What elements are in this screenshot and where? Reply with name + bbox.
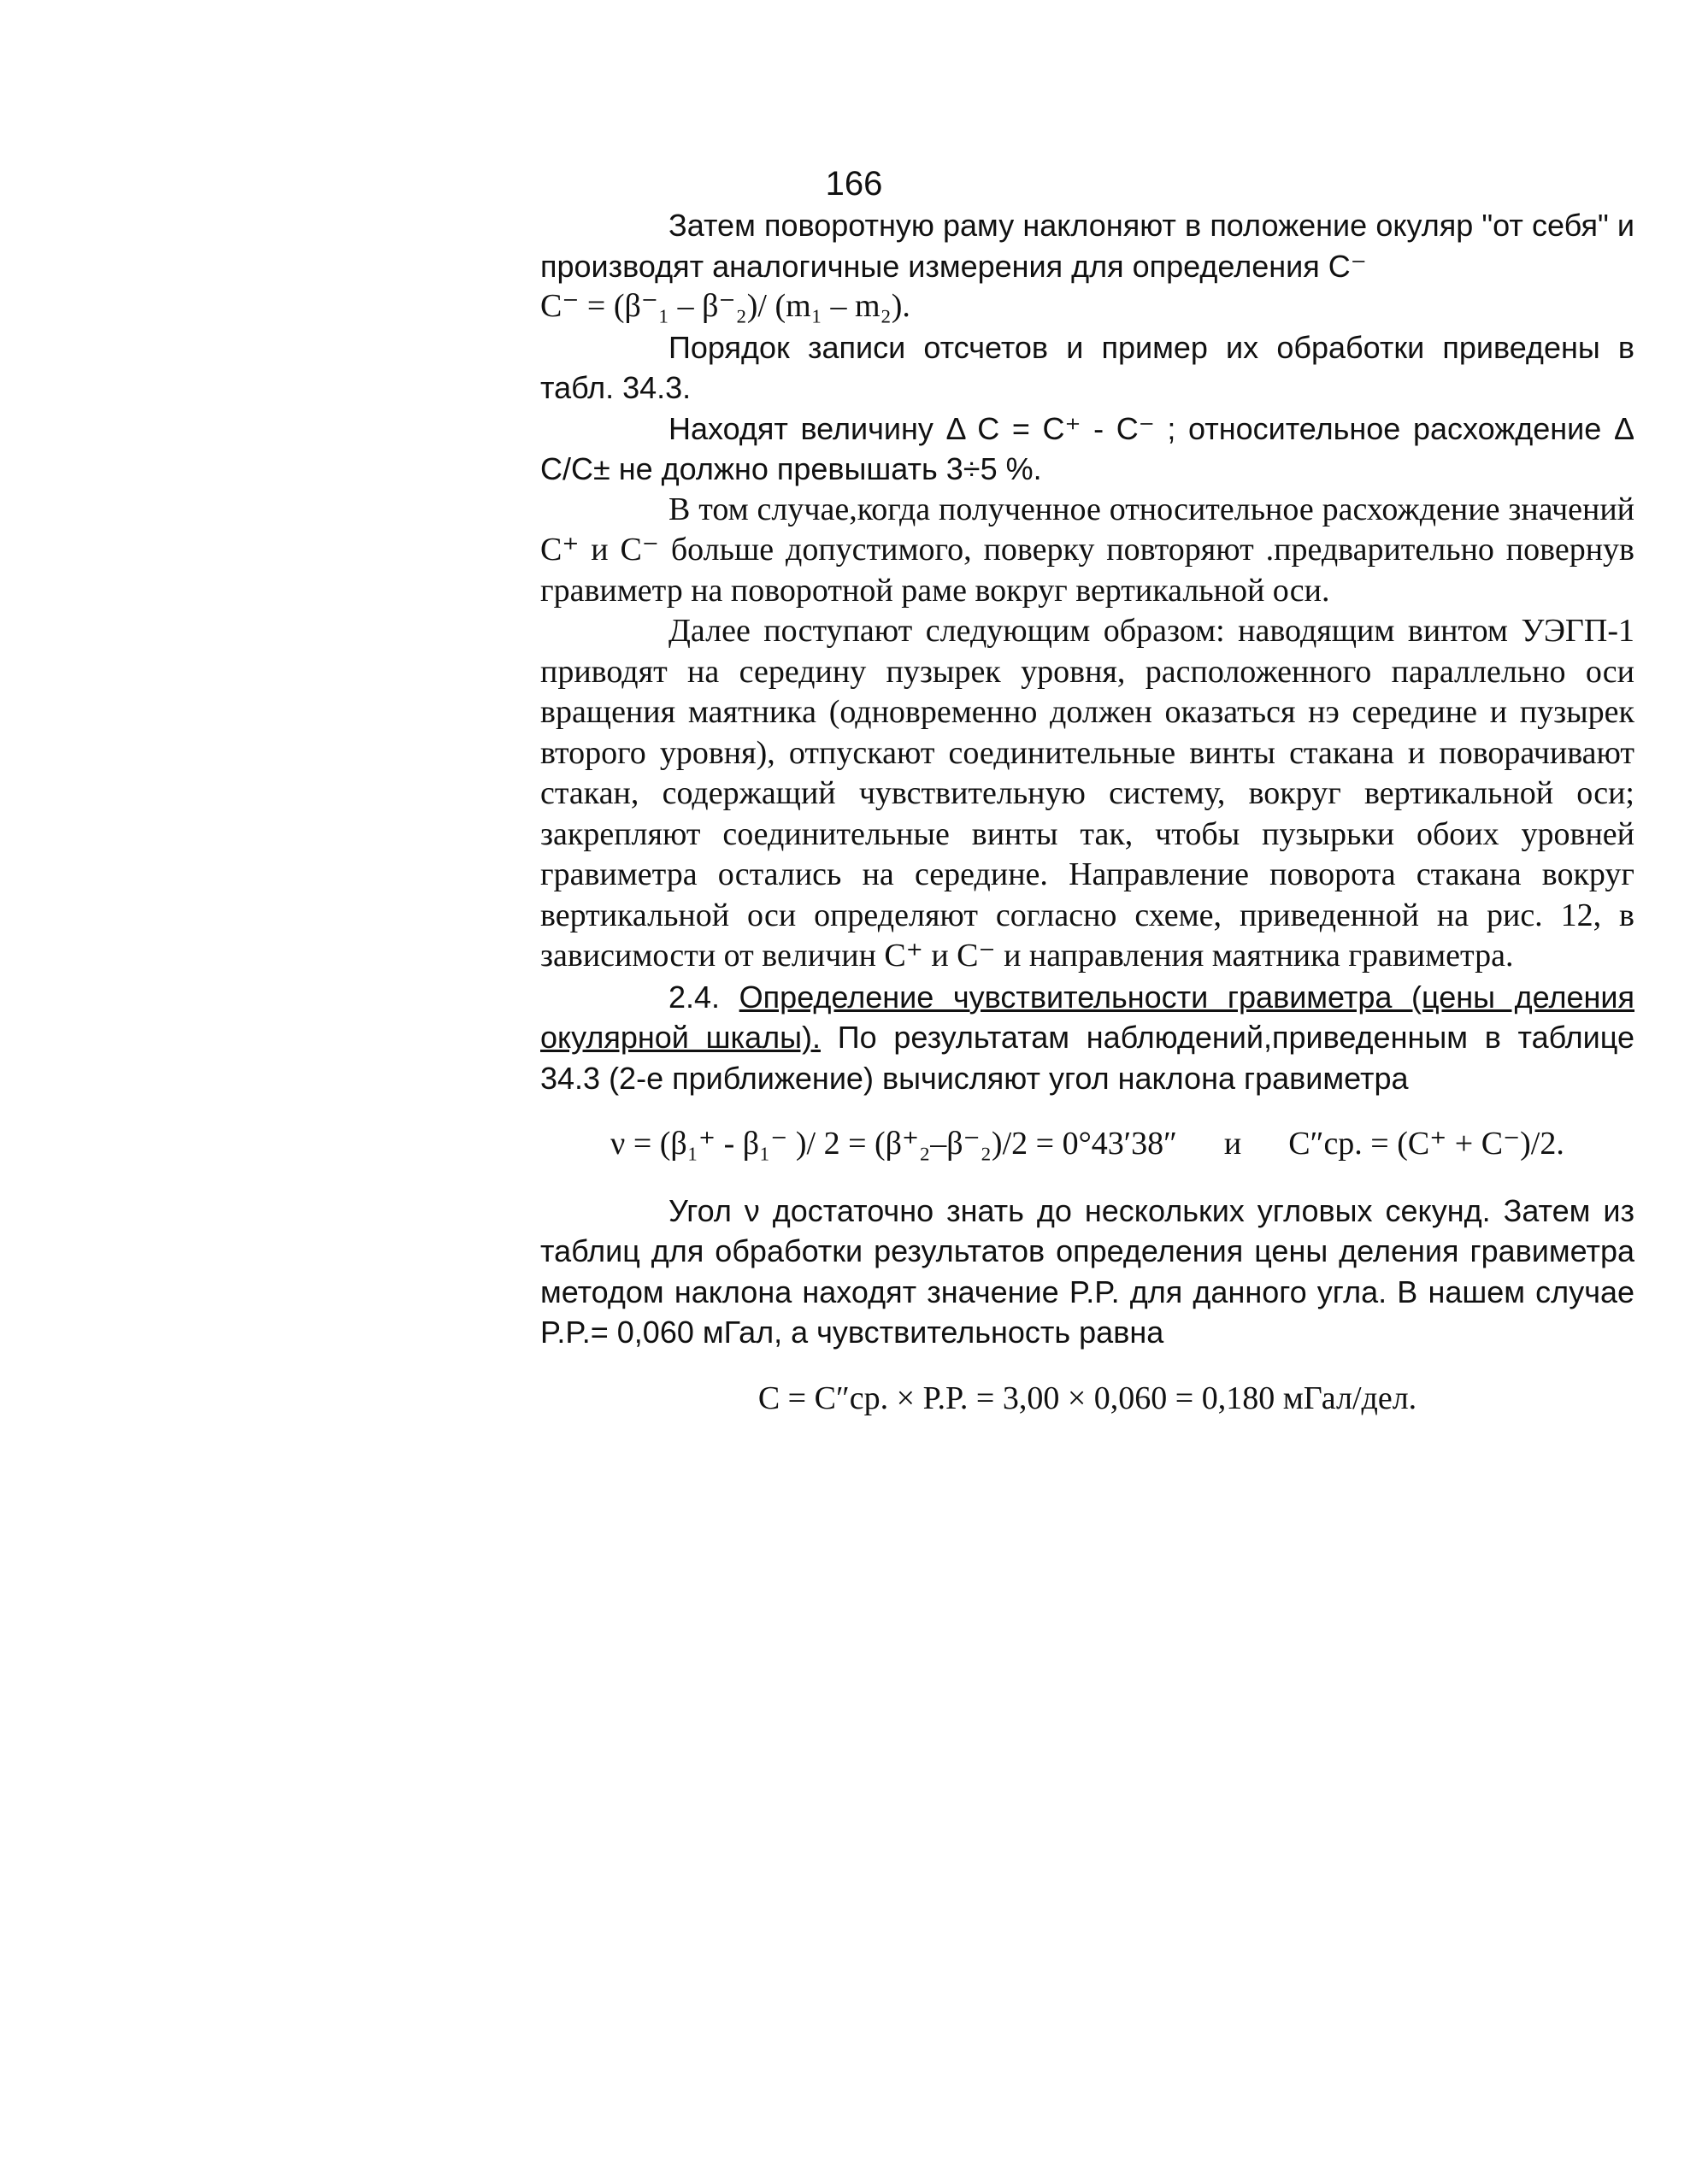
paragraph-procedure: Далее поступают следующим образом: наводящим винтом УЭГП-1 приводят на середину пузырек уровня, расположенного параллельно оси вращения маятника (одновременно должен оказаться нэ середине и пузырек второго уровня), отпускают соединительные винты стакана и поворачивают стакан, содержащий чувствительную систему, вокруг вертикальной оси; закрепляют соединительные винты так, чтобы пузырьки обоих уровней гравиметра остались на середине. Направление поворота стакана вокруг вертикальной оси определяют согласно схеме, приведенной на рис. 12, в зависимости от величин C⁺ и C⁻ и направления маятника гравиметра. — [540, 613, 1634, 974]
formula-c-average: C″ср. = (C⁺ + C⁻)/2. — [1288, 1126, 1564, 1162]
formula-sensitivity: C = C″ср. × P.P. = 3,00 × 0,060 = 0,180 мГал/дел. — [757, 1380, 1417, 1416]
paragraph-sensitivity — [540, 977, 1634, 1099]
formula-conjunction: и — [1223, 1126, 1242, 1162]
paragraph-eyepiece-away: Затем поворотную раму наклоняют в положение окуляр "от себя" и производят аналогичные измерения для определения C⁻ — [540, 208, 1634, 284]
paragraph-record-order: Порядок записи отсчетов и пример их обработки приведены в табл. 34.3. — [540, 329, 1634, 405]
formula-c-minus: C⁻ = (β⁻₁ – β⁻₂)/ (m₁ – m₂). — [540, 288, 910, 324]
paragraph-repeat-check: В том случае,когда полученное относительное расхождение значений C⁺ и C⁻ больше допустимого, поверку повторяют .предварительно повернув гравиметр на поворотной раме вокруг вертикальной оси. — [540, 491, 1634, 609]
formula-tilt-angle — [540, 1124, 1634, 1165]
section-heading: Определение чувствительности гравиметра (цены деления окулярной шкалы). — [540, 979, 1634, 1055]
paragraph-delta-c: Находят величину Δ C = C⁺ - C⁻ ; относительное расхождение Δ C/C± не должно превышать 3÷5 %. — [540, 410, 1634, 486]
section-number: 2.4. — [668, 979, 721, 1015]
formula-tilt-left: ν = (β₁⁺ - β₁⁻ )/ 2 = (β⁺₂–β⁻₂)/2 = 0°43′38″ — [610, 1126, 1177, 1162]
body-text — [540, 205, 1634, 1444]
paragraph-angle-seconds: Угол ν достаточно знать до нескольких угловых секунд. Затем из таблиц для обработки результатов определения цены деления гравиметра методом наклона находят значение P.P. для данного угла. В нашем случае P.P.= 0,060 мГал, а чувствительность равна — [540, 1192, 1634, 1350]
paragraph-sensitivity-rest: По результатам наблюдений,приведенным в таблице 34.3 (2-е приближение) вычисляют угол наклона гравиметра — [540, 1020, 1634, 1096]
page-number: 166 — [825, 165, 883, 203]
